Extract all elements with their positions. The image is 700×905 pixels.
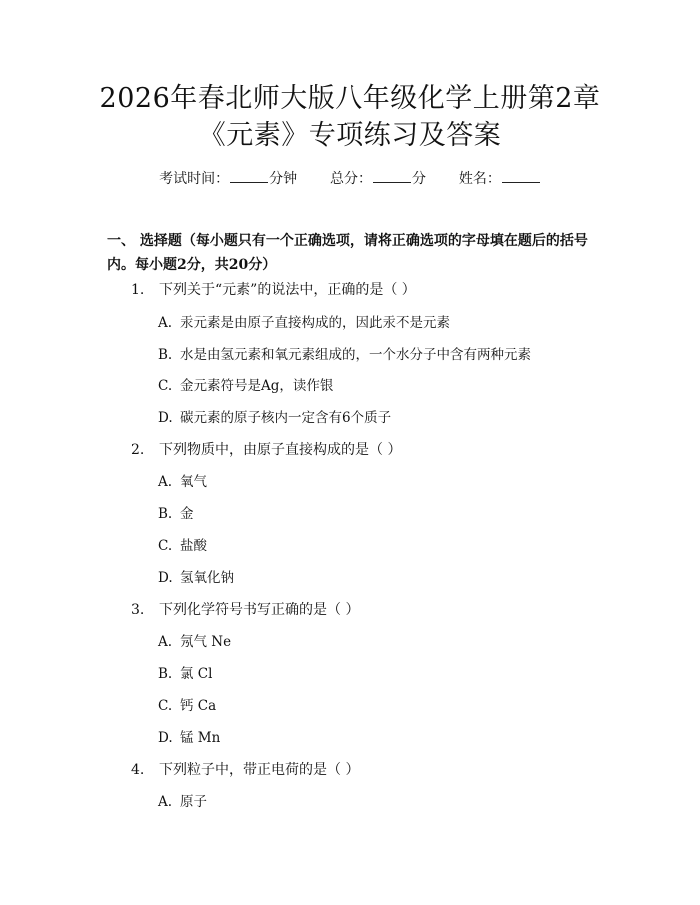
option-3c: [158, 696, 216, 716]
option-letter: C.: [158, 378, 173, 394]
page-title-line2: 《元素》专项练习及答案: [198, 120, 502, 151]
option-text: 汞元素是由原子直接构成的，因此汞不是元素: [180, 315, 450, 331]
option-2b: [158, 504, 194, 524]
option-1a: [158, 313, 450, 333]
option-3d: [158, 728, 220, 748]
option-text: 钙 Ca: [180, 698, 217, 714]
score-label: 总分：: [330, 171, 372, 187]
page-title-line1: 2026年春北师大版八年级化学上册第2章: [99, 83, 601, 114]
question-number: 1.: [131, 282, 145, 298]
score-blank: [373, 168, 411, 183]
score-unit: 分: [412, 171, 426, 187]
name-label: 姓名：: [458, 171, 501, 187]
option-text: 锰 Mn: [180, 730, 221, 746]
question-2: [131, 440, 401, 460]
option-4a: [158, 792, 207, 812]
question-text: 下列化学符号书写正确的是（ ）: [159, 602, 360, 618]
option-3b: [158, 664, 212, 684]
option-1d: [158, 408, 391, 428]
option-letter: A.: [158, 634, 173, 650]
question-number: 3.: [131, 602, 145, 618]
option-letter: A.: [158, 794, 173, 810]
question-number: 4.: [131, 762, 145, 778]
option-letter: D.: [158, 730, 173, 746]
question-1: [131, 280, 416, 300]
option-letter: C.: [158, 698, 173, 714]
option-text: 氯 Cl: [180, 666, 213, 682]
option-letter: A.: [158, 315, 173, 331]
option-text: 金: [180, 506, 194, 522]
option-text: 氢氧化钠: [180, 570, 234, 586]
option-2c: [158, 536, 207, 556]
question-text: 下列物质中，由原子直接构成的是（ ）: [159, 442, 402, 458]
option-1c: [158, 376, 333, 396]
option-text: 氖气 Ne: [180, 634, 232, 650]
option-text: 水是由氢元素和氧元素组成的，一个水分子中含有两种元素: [180, 347, 531, 363]
option-letter: D.: [158, 570, 173, 586]
option-letter: B.: [158, 506, 173, 522]
option-text: 碳元素的原子核内一定含有6个质子: [180, 410, 392, 426]
option-text: 原子: [180, 794, 207, 810]
time-unit: 分钟: [269, 171, 298, 187]
time-blank: [230, 168, 268, 183]
option-2a: [158, 472, 207, 492]
option-3a: [158, 632, 231, 652]
option-1b: [158, 345, 531, 365]
section-heading: 一、 选择题（每小题只有一个正确选项，请将正确选项的字母填在题后的括号内。每小题2分，共20分）: [107, 233, 588, 273]
question-text: 下列粒子中，带正电荷的是（ ）: [159, 762, 360, 778]
option-letter: B.: [158, 347, 173, 363]
option-letter: D.: [158, 410, 173, 426]
exam-meta: [0, 168, 700, 189]
question-number: 2.: [131, 442, 145, 458]
time-label: 考试时间：: [159, 171, 230, 187]
option-letter: A.: [158, 474, 173, 490]
option-text: 氧气: [180, 474, 207, 490]
option-letter: B.: [158, 666, 173, 682]
question-3: [131, 600, 359, 620]
option-letter: C.: [158, 538, 173, 554]
option-text: 盐酸: [180, 538, 207, 554]
question-4: [131, 760, 359, 780]
option-text: 金元素符号是Ag，读作银: [180, 378, 334, 394]
name-blank: [502, 168, 540, 183]
question-text: 下列关于“元素”的说法中，正确的是（ ）: [159, 282, 416, 298]
option-2d: [158, 568, 234, 588]
